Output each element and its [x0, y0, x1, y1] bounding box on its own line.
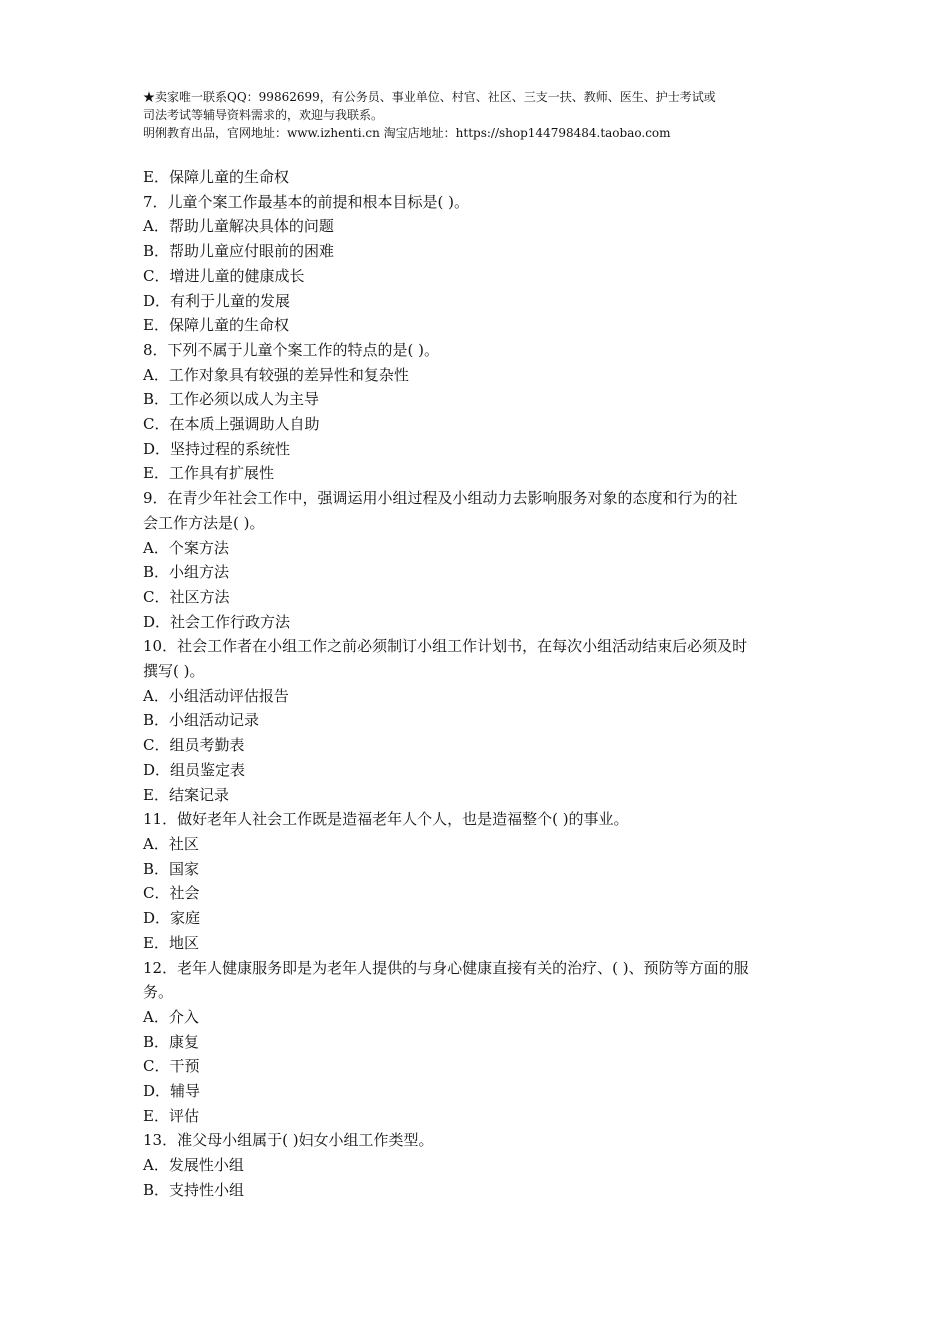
document-page [143, 88, 808, 1203]
header-line-3: 明俐教育出品，官网地址：www.izhenti.cn 淘宝店地址：https://shop144798484.taobao.com [143, 126, 671, 140]
answer-option: B．国家 [143, 859, 200, 878]
answer-option: C．干预 [143, 1057, 200, 1076]
answer-option: A．帮助儿童解决具体的问题 [143, 217, 334, 236]
answer-option: E．地区 [143, 933, 199, 952]
answer-option: A．发展性小组 [143, 1156, 244, 1175]
answer-option: A．介入 [143, 1007, 199, 1026]
answer-option: C．社区方法 [143, 587, 230, 606]
answer-option: D．社会工作行政方法 [143, 612, 291, 631]
answer-option: D．有利于儿童的发展 [143, 291, 291, 310]
answer-option: E．工作具有扩展性 [143, 464, 274, 483]
answer-option: D．家庭 [143, 909, 201, 928]
question-stem: 9．在青少年社会工作中，强调运用小组过程及小组动力去影响服务对象的态度和行为的社 [143, 489, 738, 508]
answer-option: A．社区 [143, 834, 199, 853]
answer-option: B．小组方法 [143, 563, 230, 582]
answer-option: A．小组活动评估报告 [143, 686, 289, 705]
answer-option: B．支持性小组 [143, 1180, 245, 1199]
answer-option: D．坚持过程的系统性 [143, 439, 291, 458]
question-stem: 11．做好老年人社会工作既是造福老年人个人，也是造福整个( )的事业。 [143, 810, 629, 829]
answer-option: C．社会 [143, 884, 200, 903]
answer-option: E．保障儿童的生命权 [143, 316, 289, 335]
header-line-2: 司法考试等辅导资料需求的，欢迎与我联系。 [143, 108, 384, 122]
answer-option: C．增进儿童的健康成长 [143, 266, 305, 285]
question-stem: 7．儿童个案工作最基本的前提和根本目标是( )。 [143, 192, 470, 211]
text-line: 务。 [143, 983, 174, 1002]
answer-option: B．帮助儿童应付眼前的困难 [143, 242, 335, 261]
question-stem: 8．下列不属于儿童个案工作的特点的是( )。 [143, 340, 440, 359]
answer-option: B．康复 [143, 1032, 200, 1051]
answer-option: B．工作必须以成人为主导 [143, 390, 320, 409]
answer-option: C．组员考勤表 [143, 736, 245, 755]
answer-option: A．工作对象具有较强的差异性和复杂性 [143, 365, 409, 384]
answer-option: E．保障儿童的生命权 [143, 168, 289, 186]
answer-option: B．小组活动记录 [143, 711, 260, 730]
answer-option: D．辅导 [143, 1082, 201, 1101]
text-line: 会工作方法是( )。 [143, 513, 265, 532]
answer-option: E．结案记录 [143, 785, 229, 804]
question-content [143, 165, 808, 1203]
answer-option: E．评估 [143, 1106, 199, 1125]
question-stem: 13．准父母小组属于( )妇女小组工作类型。 [143, 1131, 434, 1150]
header-line-1: ★卖家唯一联系QQ：99862699，有公务员、事业单位、村官、社区、三支一扶、教师、医生、护士考试或 [143, 90, 716, 104]
seller-header [143, 88, 808, 142]
answer-option: C．在本质上强调助人自助 [143, 415, 320, 434]
question-stem: 10．社会工作者在小组工作之前必须制订小组工作计划书，在每次小组活动结束后必须及时 [143, 637, 748, 656]
answer-option: A．个案方法 [143, 538, 229, 557]
text-line: 撰写( )。 [143, 662, 205, 681]
answer-option: D．组员鉴定表 [143, 760, 246, 779]
question-stem: 12．老年人健康服务即是为老年人提供的与身心健康直接有关的治疗、( )、预防等方面的服 [143, 958, 749, 977]
